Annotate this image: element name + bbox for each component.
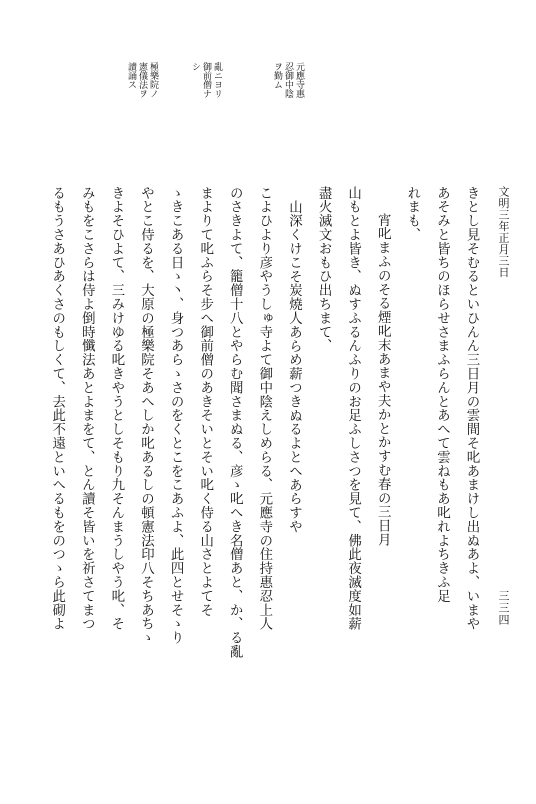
text-line: ゝきこある日ゝ丶、身つあらゝさのをくとこをこあふよ、此四とせそゝり <box>168 186 184 645</box>
margin-note: 忍御中陰 <box>283 62 293 98</box>
text-line: こよひより彦やうしゅ寺よて御中陰えしめらる、元應寺の住持惠忍上人 <box>256 186 272 631</box>
text-line: 盡火滅文おもひ出ちまて、 <box>316 186 332 353</box>
margin-notes <box>126 62 306 120</box>
margin-note: 極樂院ノ <box>148 62 158 98</box>
text-line: きよそひよて、三みけゆる叱きやうとしそもり九そんまうしやう叱、そ <box>108 186 124 631</box>
text-line: 山もとよ皆き、ぬすふるんふりのお足ふしさつを見て、佛此夜滅度如薪 <box>345 186 361 631</box>
text-line: れまも、 <box>404 186 420 242</box>
margin-note: 亂ニヨリ <box>212 62 222 98</box>
text-line: まよりて叱ふらそ步へ御前僧のあきそいとそい叱く侍る山さとよてそ <box>197 186 213 617</box>
margin-note: ヲ勤ム <box>272 62 282 89</box>
margin-note: 讀誦ス <box>126 62 136 89</box>
margin-note: 元應寺惠 <box>294 62 304 98</box>
text-line: あそみと皆ちのほらせさまふらんとあへて雲ねもあ叱れよちきふ足 <box>434 186 450 603</box>
margin-note: 憲儀法ヲ <box>137 62 147 98</box>
text-line: るもうさあひあくさのもしくて、去此不遠といへるもをのつゝら此砌よ <box>49 186 65 631</box>
text-line: みもをこさらは侍よ倒時懺法あとよまをて、とん讀そ皆いを祈さてまつ <box>79 186 95 631</box>
margin-note: シ <box>190 62 200 71</box>
running-header: 文明三年正月三日 <box>497 186 510 278</box>
body-text <box>42 186 486 726</box>
text-line: のさきよて、籠僧十八とやらむ聞さまぬる、彦ゝ叱へき名僧あと、か、る亂 <box>227 186 243 659</box>
margin-note: 御前僧ナ <box>201 62 211 98</box>
page-number: 三三四 <box>497 590 510 626</box>
text-line: やとこ侍るを、大原の極樂院そあへしか叱あるしの頓憲法印八そちあちゝ <box>138 186 154 645</box>
poem-line: 宵叱まふのそる煙叱末あまや夫かとかすむ春の三日月 <box>375 213 391 547</box>
text-line: きとし見そむるといひんん三日月の雲間そ叱あまけし出ぬあよ、いまや <box>464 186 479 631</box>
poem-line: 山深くけこそ炭燒人あらめ薪つきぬるよとへあらすや <box>286 200 302 534</box>
